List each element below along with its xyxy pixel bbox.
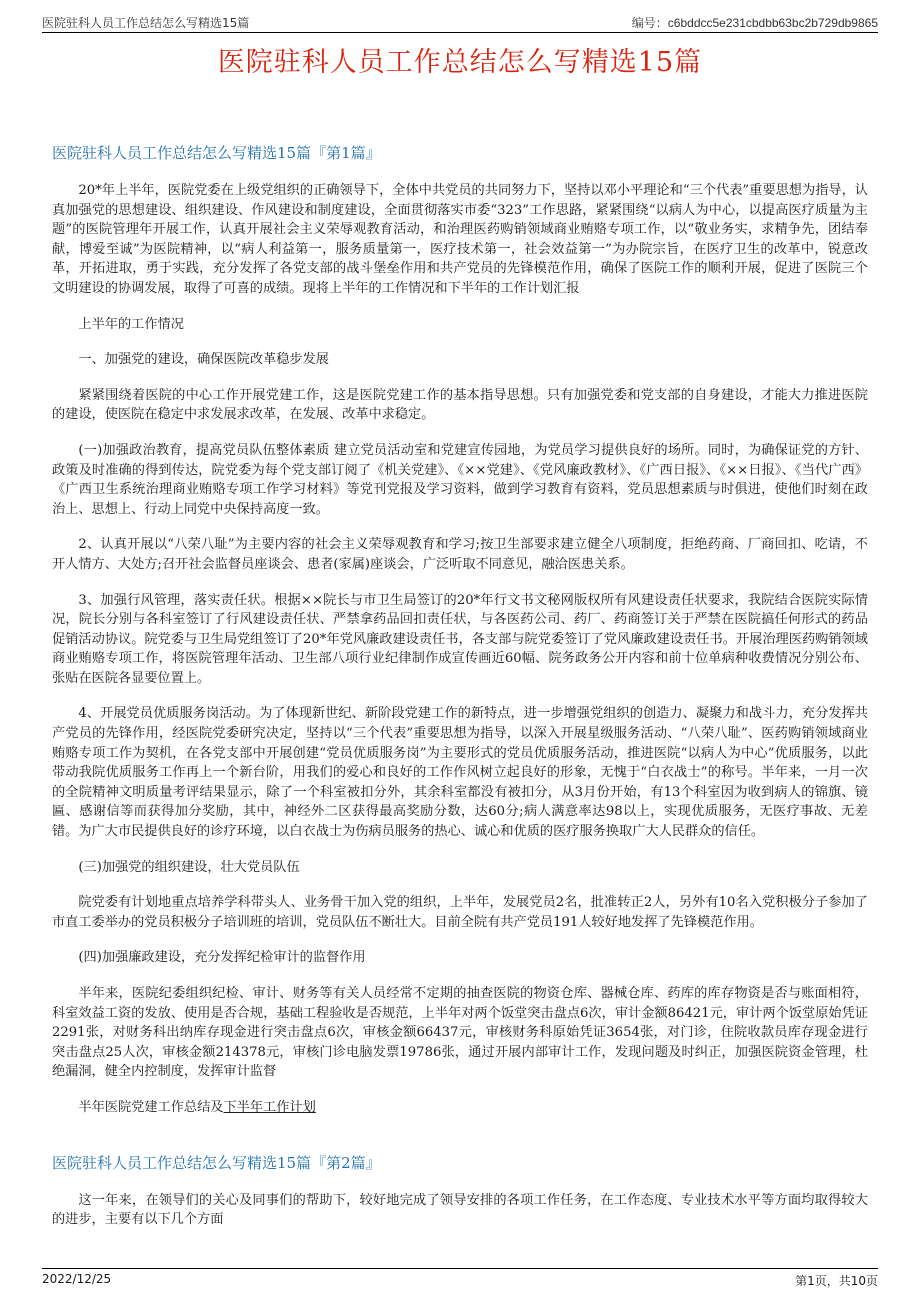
section-1-title: 医院驻科人员工作总结怎么写精选15篇『第1篇』 xyxy=(52,144,381,162)
paragraph: (三)加强党的组织建设，壮大党员队伍 xyxy=(78,859,300,875)
closing-text: 半年医院党建工作总结及 xyxy=(78,1099,224,1115)
paragraph: 上半年的工作情况 xyxy=(78,316,184,332)
paragraph: (一)加强政治教育，提高党员队伍整体素质 建立党员活动室和党建宣传园地，为党员学习提供良好的场所。同时，为确保证党的方针、政策及时准确的得到传达，院党委为每个党支部订阅了《机关党建》、《××党建》、《党风廉政教材》、《广西日报》、《××日报》、《当代广西》《广西卫生系统治理商业贿赂专项工作学习材料》等党刊党报及学习资料，做到学习教育有资料，党员思想素质与时俱进，使他们时刻在政治上、思想上、行动上同党中央保持高度一致。 xyxy=(52,442,868,517)
page-header xyxy=(42,12,878,33)
header-doc-name: 医院驻科人员工作总结怎么写精选15篇 xyxy=(42,16,250,30)
document-body xyxy=(52,142,868,1246)
paragraph: 20*年上半年，医院党委在上级党组织的正确领导下，全体中共党员的共同努力下，坚持以邓小平理论和“三个代表”重要思想为指导，认真加强党的思想建设、组织建设、作风建设和制度建设，全面贯彻落实市委“323”工作思路，紧紧围绕“以病人为中心，以提高医疗质量为主题”的医院管理年开展工作，认真开展社会主义荣辱观教育活动，和治理医药购销领域商业贿赂专项工作，以“敬业务实，求精争先，团结奉献，博爱至诚”为医院精神，以“病人利益第一，服务质量第一，医疗技术第一，社会效益第一”为办院宗旨，在医疗卫生的改革中，锐意改革，开拓进取，勇于实践，充分发挥了各党支部的战斗堡垒作用和共产党员的先锋模范作用，确保了医院工作的顺利开展，促进了医院三个文明建设的协调发展，取得了可喜的成绩。现将上半年的工作情况和下半年的工作计划汇报 xyxy=(52,183,868,296)
paragraph: 紧紧围绕着医院的中心工作开展党建工作，这是医院党建工作的基本指导思想。只有加强党委和党支部的自身建设，才能大力推进医院的建设，使医院在稳定中求发展求改革，在发展、改革中求稳定。 xyxy=(52,387,868,423)
section-2-title: 医院驻科人员工作总结怎么写精选15篇『第2篇』 xyxy=(52,1153,381,1172)
footer-page-info: 第1页，共10页 xyxy=(795,1274,878,1288)
paragraph: 半年来，医院纪委组织纪检、审计、财务等有关人员经常不定期的抽查医院的物资仓库、器械仓库、药库的库存物资是否与账面相符，科室效益工资的发放、使用是否合规，基础工程验收是否规范，上半年对两个饭堂突击盘点6次，审计金额86421元，审计两个饭堂原始凭证2291张，对财务科出纳库存现金进行突击盘点6次，审核金额66437元，审核财务科原始凭证3654张，对门诊，住院收款员库存现金进行突击盘点25人次，审核金额214378元，审核门诊电脑发票19786张，通过开展内部审计工作，发现问题及时纠正，加强医院资金管理，杜绝漏洞，健全内控制度，发挥审计监督 xyxy=(52,986,868,1080)
closing-paragraph xyxy=(52,1098,868,1118)
paragraph: 4、开展党员优质服务岗活动。为了体现新世纪、新阶段党建工作的新特点，进一步增强党组织的创造力、凝聚力和战斗力，充分发挥共产党员的先锋作用，经医院党委研究决定，坚持以“三个代表”重要思想为指导，以深入开展星级服务活动、“八荣八耻”、医药购销领域商业贿赂专项工作为契机，在各党支部中开展创建“党员优质服务岗”为主要形式的党员优质服务活动，推进医院“以病人为中心”优质服务，以此带动我院优质服务工作再上一个新台阶，用我们的爱心和良好的工作作风树立起良好的形象，无愧于“白衣战士”的称号。半年来，一月一次的全院精神文明质量考评结果显示，除了一个科室被扣分外，其余科室都没有被扣分，从3月份开始，有13个科室因为收到病人的锦旗、镜匾、感谢信等而获得加分奖励，其中，神经外二区获得最高奖励分数，达60分;病人满意率达98以上，实现优质服务，无医疗事故、无差错。为广大市民提供良好的诊疗环境，以白衣战士为伤病员服务的热心、诚心和优质的医疗服务换取广大人民群众的信任。 xyxy=(52,706,868,840)
footer-date: 2022/12/25 xyxy=(42,1272,112,1286)
header-code-value: c6bddcc5e231cbdbb63bc2b729db9865 xyxy=(667,16,878,30)
paragraph: 3、加强行风管理，落实责任状。根据××院长与市卫生局签订的20*年行文书文秘网版权所有风建设责任状要求，我院结合医院实际情况，院长分别与各科室签订了行风建设责任状、严禁拿药品回扣责任状，与各医药公司、药厂、药商签订关于严禁在医院搞任何形式的药品促销活动协议。院党委与卫生局党组签订了20*年党风廉政建设责任书，各支部与院党委签订了党风廉政建设责任书。开展治理医药购销领域商业贿赂专项工作，将医院管理年活动、卫生部八项行业纪律制作成宣传画近60幅、院务政务公开内容和前十位单病种收费情况分别公布、张贴在医院各显要位置上。 xyxy=(52,592,868,686)
paragraph: 一、加强党的建设，确保医院改革稳步发展 xyxy=(78,352,329,368)
paragraph: 院党委有计划地重点培养学科带头人、业务骨干加入党的组织，上半年，发展党员2名，批准转正2人，另外有10名入党积极分子参加了市直工委举办的党员积极分子培训班的培训，党员队伍不断壮大。目前全院有共产党员191人较好地发挥了先锋模范作用。 xyxy=(52,895,868,930)
page-footer xyxy=(42,1268,878,1289)
paragraph: 2、认真开展以“八荣八耻”为主要内容的社会主义荣辱观教育和学习;按卫生部要求建立健全八项制度，拒绝药商、厂商回扣、吃请，不开人情方、大处方;召开社会监督员座谈会、患者(家属)座谈会，广泛听取不同意见，融洽医患关系。 xyxy=(52,537,868,572)
paragraph: 这一年来，在领导们的关心及同事们的帮助下，较好地完成了领导安排的各项工作任务，在工作态度、专业技术水平等方面均取得较大的进步，主要有以下几个方面 xyxy=(52,1192,868,1228)
paragraph: (四)加强廉政建设，充分发挥纪检审计的监督作用 xyxy=(78,950,366,966)
header-code-label: 编号： xyxy=(631,16,668,30)
plan-link[interactable]: 下半年工作计划 xyxy=(223,1099,316,1115)
header-code xyxy=(632,14,878,31)
page-title: 医院驻科人员工作总结怎么写精选15篇 xyxy=(217,47,703,78)
